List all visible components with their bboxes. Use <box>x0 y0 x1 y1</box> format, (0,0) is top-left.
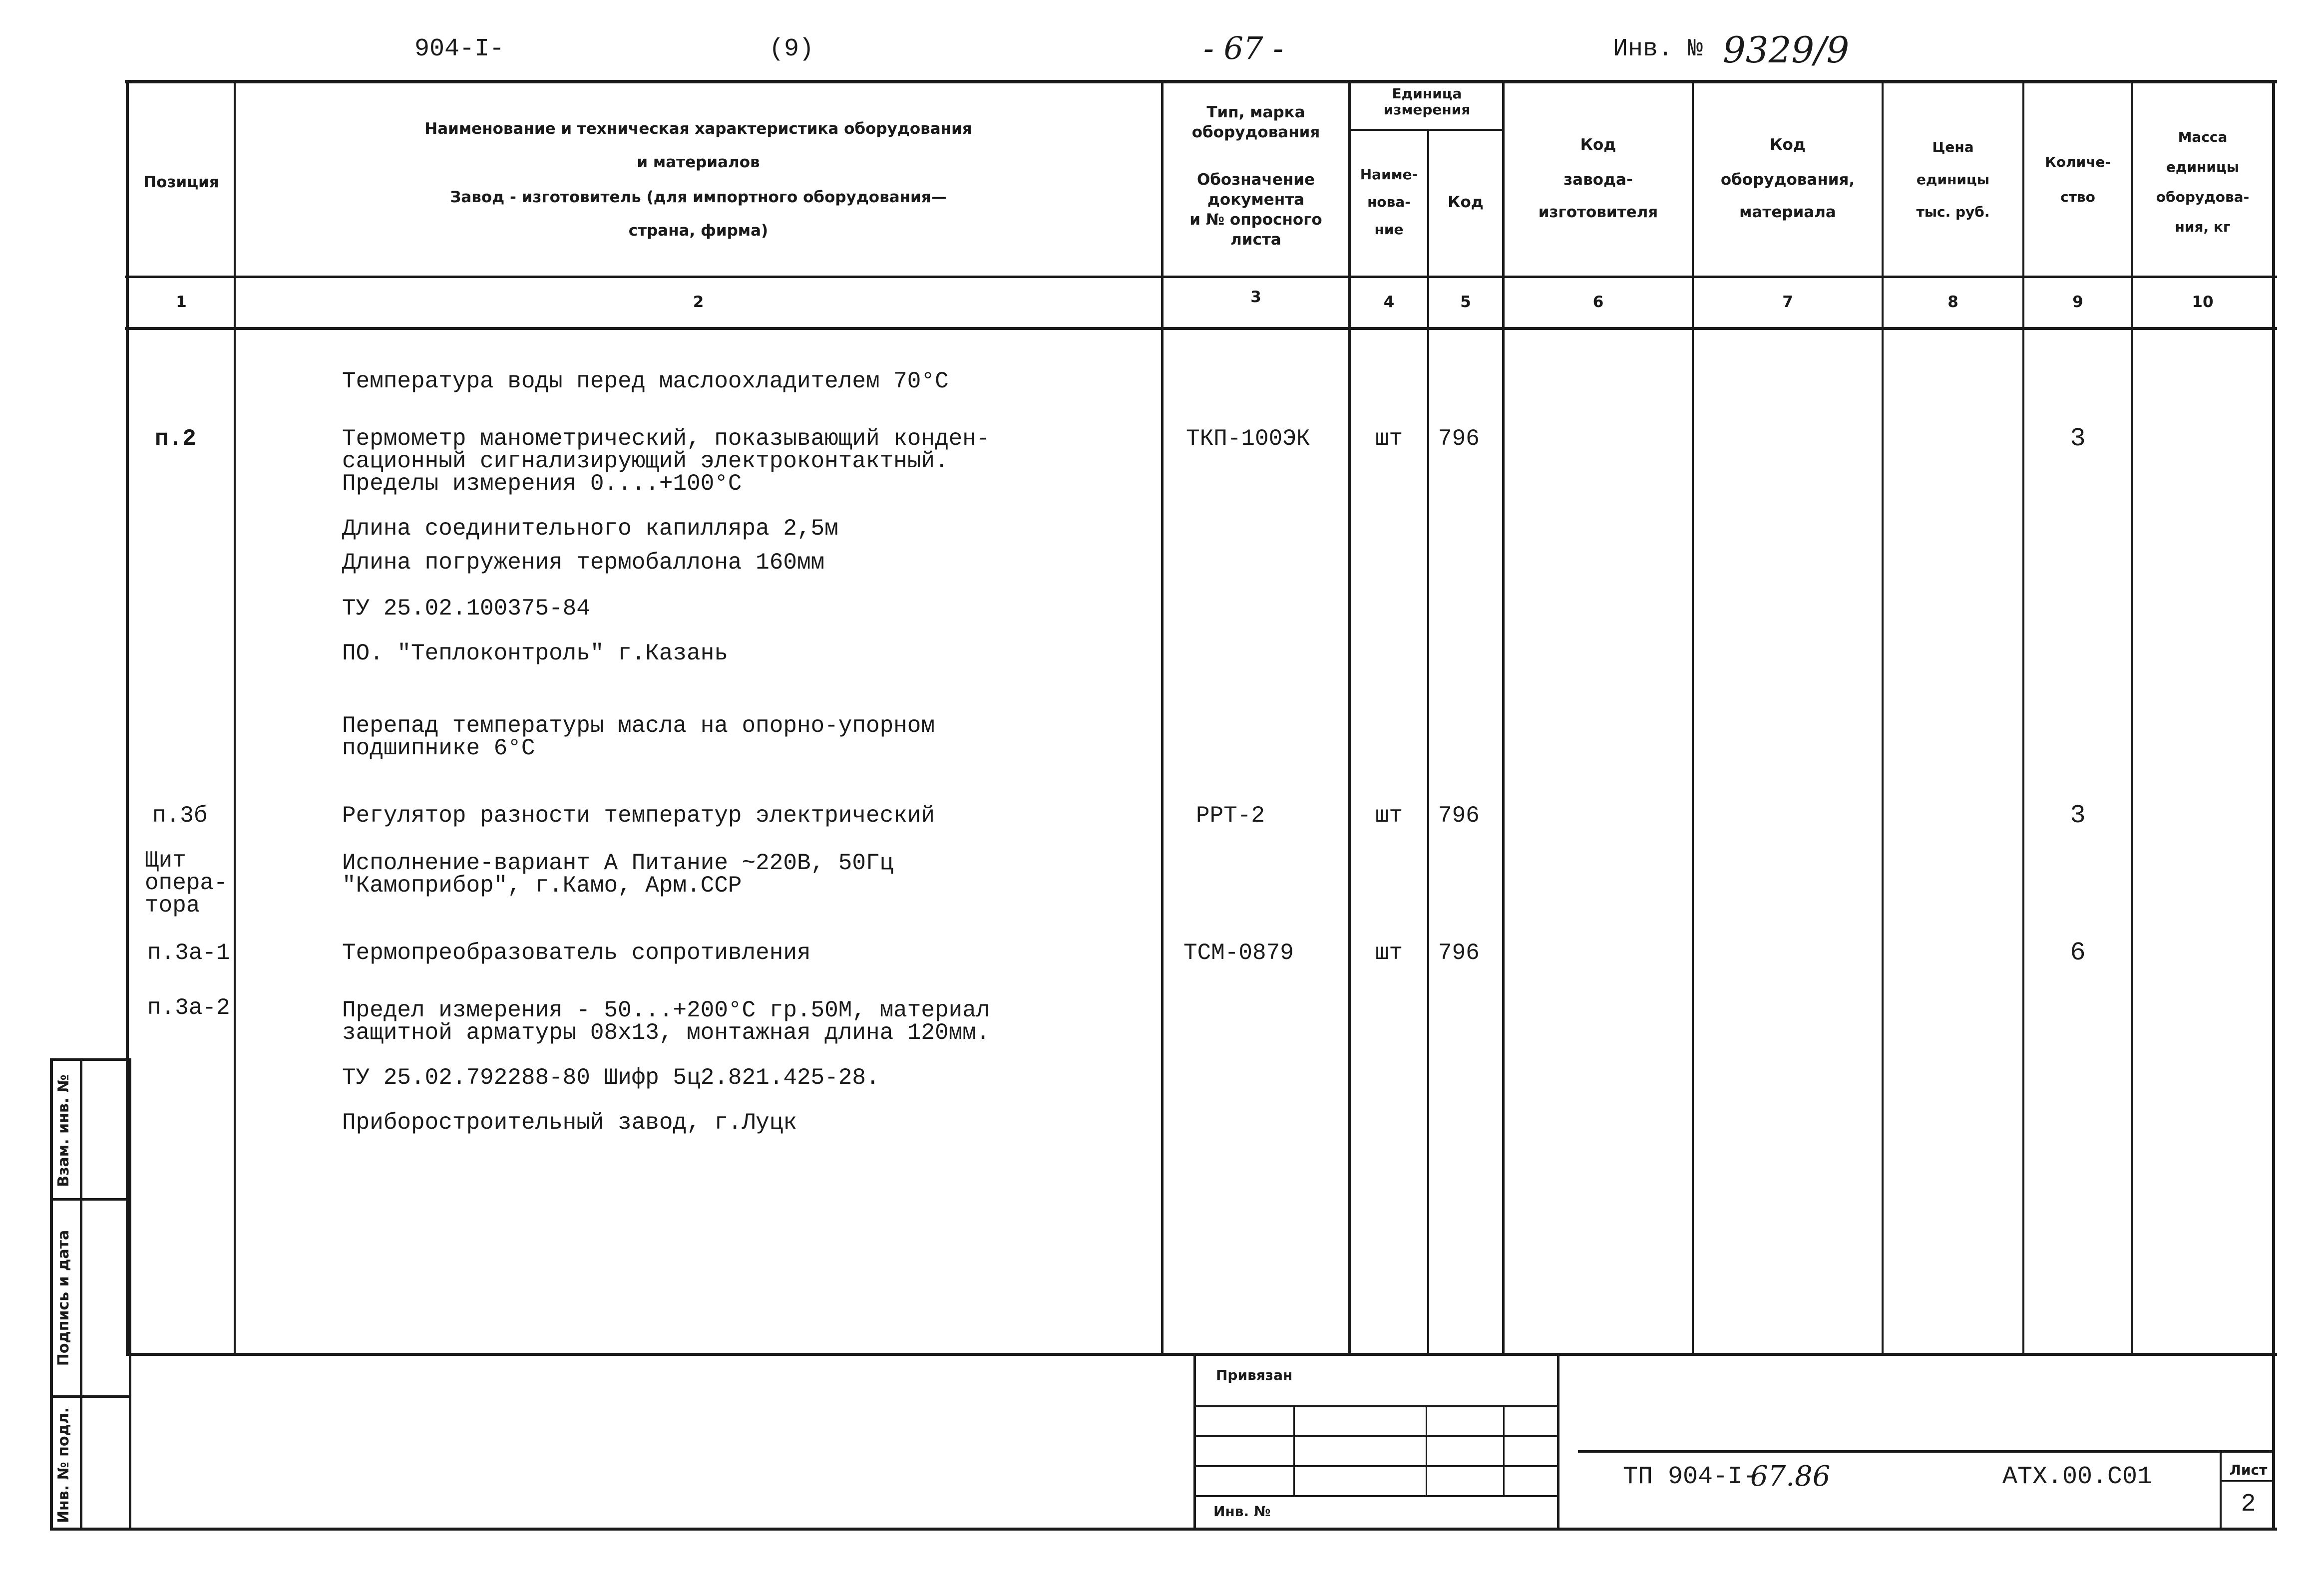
frame-top <box>125 80 2277 83</box>
body-line-6: Длина погружения термобаллона 160мм <box>342 550 825 576</box>
position-panel-l2: опера- <box>145 870 228 896</box>
col-num-7: 7 <box>1782 293 1793 311</box>
position-p2: п.2 <box>155 426 196 452</box>
col-num-3: 3 <box>1250 288 1261 306</box>
header-qty-l1: Количе- <box>2044 154 2111 170</box>
body-line-5: Длина соединительного капилляра 2,5м <box>342 516 838 542</box>
footer-col-mid <box>1557 1353 1559 1531</box>
type-p3b: РРТ-2 <box>1196 803 1265 829</box>
header-plant-code-l3: изготовителя <box>1538 203 1658 221</box>
inventory-no-label: Инв. № <box>1213 1503 1271 1520</box>
header-mass-l4: ния, кг <box>2175 219 2231 235</box>
qty-p2: 3 <box>2070 424 2086 453</box>
stamp-right-border <box>129 1058 131 1531</box>
header-unit-name-l1: Наиме- <box>1360 166 1418 183</box>
frame-bottom <box>50 1528 2277 1531</box>
stamp-replaced-inv: Взам. инв. № <box>55 1074 72 1187</box>
body-line-13: "Камоприбор", г.Камо, Арм.ССР <box>342 873 742 899</box>
header-type-l6: листа <box>1230 231 1281 249</box>
header-unit-l1: Единица <box>1392 85 1462 102</box>
footer-hline-4 <box>1196 1495 1557 1497</box>
col-line-6 <box>1692 80 1694 1356</box>
unit-subheader-line <box>1348 129 1503 131</box>
footer-sheet-hline <box>2220 1480 2275 1482</box>
header-unit-code: Код <box>1448 193 1484 211</box>
header-unit-l2: измерения <box>1383 101 1471 118</box>
series-number: 904-I- <box>414 35 505 63</box>
col-num-1: 1 <box>176 293 187 311</box>
body-line-12: Исполнение-вариант А Питание ~220В, 50Гц <box>342 850 894 876</box>
footer-title-top <box>1578 1450 2275 1453</box>
col-line-3 <box>1348 80 1351 1356</box>
code-p2: 796 <box>1438 426 1480 452</box>
sheet-label: Лист <box>2229 1462 2268 1478</box>
qty-p3b: 3 <box>2070 801 2086 830</box>
body-line-7: ТУ 25.02.100375-84 <box>342 596 590 622</box>
header-unit-name-l3: ние <box>1374 221 1404 238</box>
header-equip-code-l1: Код <box>1770 136 1806 154</box>
position-panel-l1: Щит <box>145 848 186 874</box>
doc-code-handwritten: 67.86 <box>1750 1460 1831 1493</box>
header-equip-code-l2: оборудования, <box>1720 171 1855 189</box>
header-price-l3: тыс. руб. <box>1916 204 1990 220</box>
body-line-15: Предел измерения - 50...+200°С гр.50М, материал <box>342 997 990 1023</box>
position-p3a1: п.3а-1 <box>147 940 230 966</box>
body-line-18: Приборостроительный завод, г.Луцк <box>342 1110 797 1136</box>
header-position: Позиция <box>143 173 219 191</box>
header-mass-l1: Масса <box>2178 129 2228 145</box>
col-line-1 <box>234 80 236 1356</box>
col-num-10: 10 <box>2192 293 2214 311</box>
header-type-l5: и № опросного <box>1189 211 1322 229</box>
col-num-4: 4 <box>1383 293 1395 311</box>
code-p3a: 796 <box>1438 940 1480 966</box>
body-line-14: Термопреобразователь сопротивления <box>342 940 811 966</box>
col-num-6: 6 <box>1592 293 1604 311</box>
header-mass-l3: оборудова- <box>2156 189 2250 205</box>
header-name-l3: Завод - изготовитель (для импортного оборудования— <box>450 188 947 206</box>
body-line-4: Пределы измерения 0....+100°С <box>342 471 742 497</box>
inventory-number: 9329/9 <box>1723 29 1850 71</box>
col-num-8: 8 <box>1947 293 1958 311</box>
header-unit-name-l2: нова- <box>1367 194 1411 210</box>
sheet-number: 2 <box>2241 1490 2256 1519</box>
header-type-l2: оборудования <box>1191 123 1320 141</box>
page-number: - 67 - <box>1203 30 1284 66</box>
footer-vline-3 <box>1503 1405 1505 1495</box>
code-p3b: 796 <box>1438 803 1480 829</box>
header-type-l1: Тип, марка <box>1206 103 1305 121</box>
attached-label: Привязан <box>1216 1367 1293 1383</box>
unit-p3b: шт <box>1375 803 1403 829</box>
header-type-l3: Обозначение <box>1196 171 1315 189</box>
header-name-l2: и материалов <box>637 153 760 171</box>
body-line-11: Регулятор разности температур электрический <box>342 803 935 829</box>
body-line-3: сационный сигнализирующий электроконтактный. <box>342 448 949 474</box>
stamp-signature-date: Подпись и дата <box>55 1230 72 1366</box>
col-num-9: 9 <box>2072 293 2083 311</box>
stamp-original-inv: Инв. № подл. <box>55 1407 72 1524</box>
numrow-bottom <box>125 327 2277 330</box>
header-price-l2: единицы <box>1916 171 1990 188</box>
position-panel-l3: тора <box>145 893 200 919</box>
body-line-2: Термометр манометрический, показывающий конден- <box>342 426 990 452</box>
col-line-2 <box>1161 80 1163 1356</box>
position-p3b: п.3б <box>152 803 208 829</box>
body-bottom <box>130 1353 2277 1356</box>
position-p3a2: п.3а-2 <box>147 995 230 1021</box>
unit-p2: шт <box>1375 426 1403 452</box>
stamp-inner-border <box>80 1058 82 1531</box>
unit-p3a: шт <box>1375 940 1403 966</box>
header-price-l1: Цена <box>1932 139 1974 155</box>
footer-vline-1 <box>1293 1405 1295 1495</box>
body-line-9: Перепад температуры масла на опорно-упорном <box>342 713 935 739</box>
col-line-4 <box>1427 130 1429 1356</box>
type-p2: ТКП-100ЭК <box>1186 426 1310 452</box>
stamp-left-border <box>50 1058 53 1531</box>
col-line-9 <box>2131 80 2133 1356</box>
col-line-7 <box>1882 80 1884 1356</box>
header-plant-code-l2: завода- <box>1563 171 1633 189</box>
footer-col-left <box>1193 1353 1196 1531</box>
header-name-l4: страна, фирма) <box>628 222 769 240</box>
body-line-16: защитной арматуры 08х13, монтажная длина 120мм. <box>342 1020 990 1046</box>
part-number: (9) <box>769 35 814 63</box>
doc-code-prefix: ТП 904-I- <box>1623 1463 1758 1491</box>
body-line-8: ПО. "Теплоконтроль" г.Казань <box>342 640 728 666</box>
body-line-10: подшипнике 6°С <box>342 735 535 761</box>
qty-p3a: 6 <box>2070 938 2086 967</box>
header-qty-l2: ство <box>2060 189 2095 205</box>
header-name-l1: Наименование и техническая характеристика оборудования <box>424 120 972 138</box>
body-line-17: ТУ 25.02.792288-80 Шифр 5ц2.821.425-28. <box>342 1065 880 1091</box>
body-line-1: Температура воды перед маслоохладителем 70°С <box>342 368 949 394</box>
header-type-l4: документа <box>1207 191 1305 209</box>
type-p3a: ТСМ-0879 <box>1183 940 1294 966</box>
frame-right <box>2272 80 2275 1531</box>
inventory-label: Инв. № <box>1613 35 1703 63</box>
col-num-5: 5 <box>1460 293 1471 311</box>
header-plant-code-l1: Код <box>1580 136 1616 154</box>
header-mass-l2: единицы <box>2166 159 2240 175</box>
header-bottom <box>125 276 2277 278</box>
sheet-code: АТХ.00.С01 <box>2002 1463 2153 1491</box>
footer-vline-2 <box>1426 1405 1427 1495</box>
header-equip-code-l3: материала <box>1739 203 1836 221</box>
col-line-8 <box>2022 80 2024 1356</box>
col-line-5 <box>1502 80 1505 1356</box>
col-num-2: 2 <box>693 293 704 311</box>
